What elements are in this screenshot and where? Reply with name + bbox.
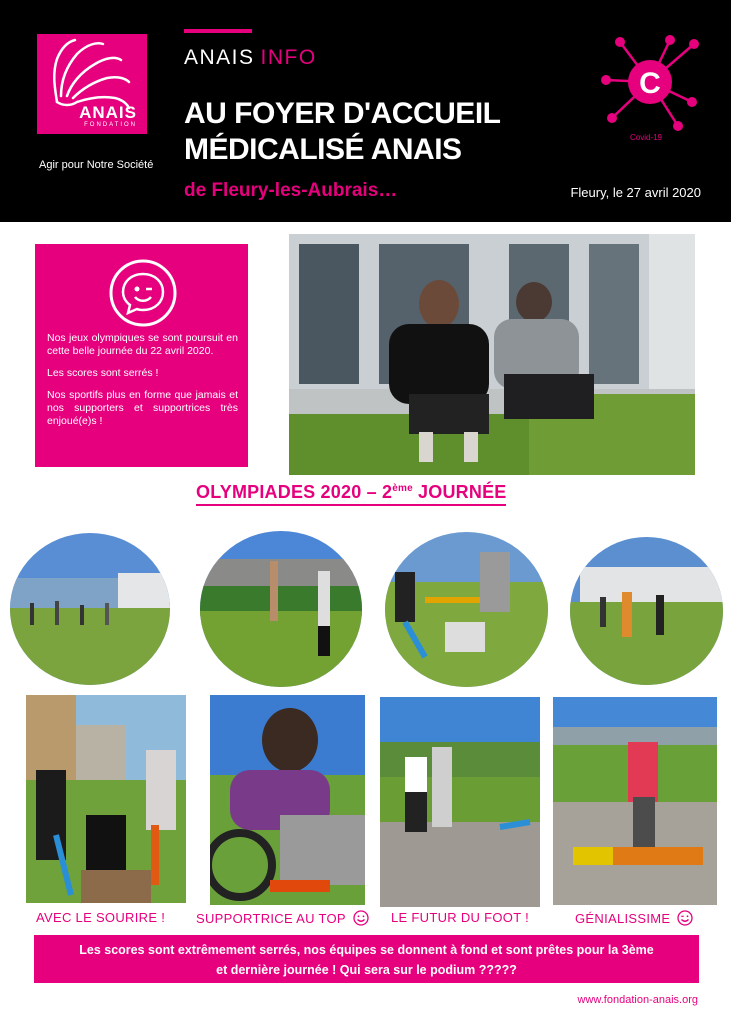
caption-1: AVEC LE SOURIRE !	[36, 910, 166, 925]
smiley-icon	[353, 910, 369, 926]
title-line-1: AU FOYER D'ACCUEIL	[184, 97, 501, 130]
covid-label: Covid-19	[629, 133, 662, 142]
logo-subtitle: FONDATION	[84, 122, 137, 128]
bottom-photo-1	[26, 695, 186, 903]
caption-2	[196, 910, 369, 926]
header	[0, 0, 731, 222]
section-title-sup: ème	[392, 483, 413, 494]
covid-letter: C	[639, 67, 661, 100]
banner-line-2: et dernière journée ! Qui sera sur le podium ?????	[216, 963, 517, 977]
bottom-photo-3	[380, 697, 540, 907]
caption-3: LE FUTUR DU FOOT !	[391, 910, 530, 925]
tagline: Agir pour Notre Société	[39, 159, 154, 171]
website-link[interactable]: www.fondation-anais.org	[577, 994, 698, 1006]
wink-icon	[677, 910, 693, 926]
circle-photo-1	[10, 533, 170, 685]
banner-line-1: Les scores sont extrêmement serrés, nos équipes se donnent à fond et sont prêtes pour la 3ème	[79, 943, 654, 957]
circle-photo-2	[200, 531, 362, 687]
page-title	[184, 96, 500, 168]
kicker-main: ANAIS	[184, 46, 255, 69]
newsletter-kicker	[184, 46, 317, 70]
info-paragraph-2: Les scores sont serrés !	[47, 367, 159, 379]
bottom-photo-2	[210, 695, 365, 905]
bottom-banner	[34, 935, 699, 983]
title-line-2: MÉDICALISÉ ANAIS	[184, 133, 462, 166]
logo-name: ANAIS	[79, 103, 137, 122]
info-paragraph-3: Nos sportifs plus en forme que jamais et nos supporters et supportrices très enjoué(e)s !	[47, 389, 238, 427]
caption-2-text: SUPPORTRICE AU TOP	[196, 911, 346, 926]
section-title-post: JOURNÉE	[412, 482, 507, 502]
covid-virus-icon	[598, 30, 702, 134]
issue-date: Fleury, le 27 avril 2020	[570, 185, 701, 200]
caption-4-text: GÉNIALISSIME	[575, 911, 671, 926]
info-paragraph-1: Nos jeux olympiques se sont poursuit en cette belle journée du 22 avril 2020.	[47, 332, 238, 357]
kicker-accent: INFO	[260, 46, 317, 69]
main-photo	[289, 234, 695, 475]
chat-smile-icon	[108, 258, 178, 328]
section-title	[196, 482, 506, 506]
accent-line	[184, 29, 252, 33]
section-title-pre: OLYMPIADES 2020 – 2	[196, 482, 393, 502]
page-subtitle: de Fleury-les-Aubrais…	[184, 180, 398, 201]
circle-photo-4	[570, 537, 723, 685]
circle-photo-3	[385, 532, 548, 687]
bottom-photo-4	[553, 697, 717, 905]
caption-4	[575, 910, 693, 926]
anais-logo	[37, 34, 147, 134]
